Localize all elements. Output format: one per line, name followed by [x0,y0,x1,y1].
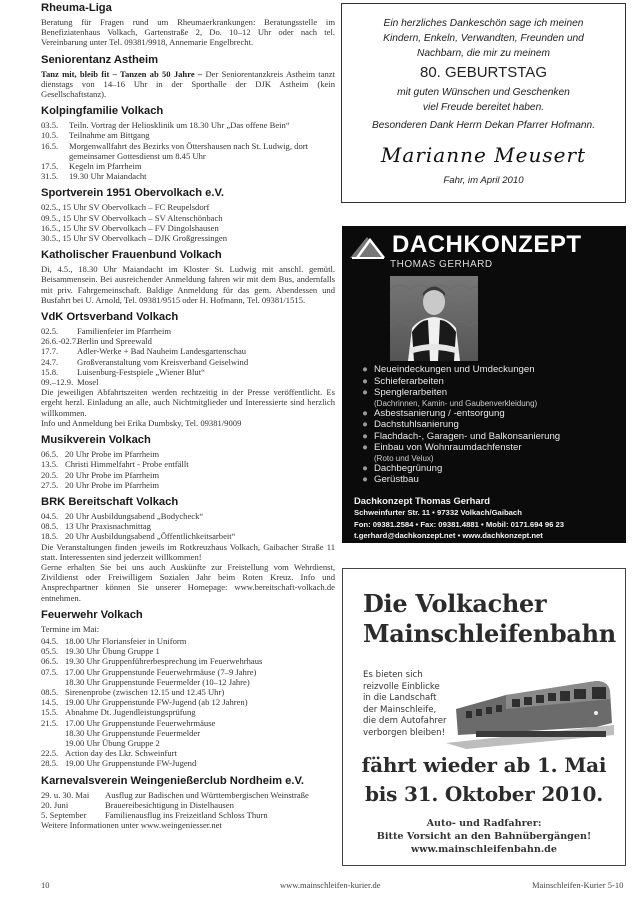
service-item [356,431,626,443]
item-text: 18.30 Uhr Gruppenstunde Feuermelder (10–12 Jahre) [65,676,250,687]
list-item [41,531,335,541]
list-item [41,120,335,130]
section-text [41,69,335,100]
ad-text: viel Freude bereitet haben. [422,102,545,113]
birthday-thanks-ad [341,3,626,203]
blurb-line: der Mainschleife, [363,704,437,715]
item-text: Familienausflug ins Freizeitland Schloss Thurn [105,809,268,820]
list-item [41,377,335,387]
season-start: fährt wieder ab 1. Mai [361,753,607,777]
item-date: 17.7. [41,346,59,357]
item-text: Christi Himmelfahrt - Probe entfällt [65,459,189,470]
item-date: 07.5. [41,666,59,677]
list-item [41,130,335,140]
section-sportverein [41,187,335,243]
list-item: 02.5., 15 Uhr SV Obervolkach – FC Reupelsdorf [41,202,210,213]
blurb-line: Es bieten sich [363,670,423,680]
service-item [356,408,626,420]
section-info: Info und Anmeldung bei Erika Dumbsky, Tel. 09381/9009 [41,417,242,428]
item-text: Berlin und Spreewald [77,336,152,347]
item-text: Familienfeier im Pfarrheim [77,326,172,337]
list-item [41,480,335,490]
mainschleifenbahn-ad [342,568,626,866]
section-karneval [41,775,335,831]
list-item: 30.5., 15 Uhr SV Obervolkach – DJK Großgressingen [41,233,228,244]
services-list [356,364,626,486]
section-lead: Tanz mit, bleib fit – Tanzen ab 50 Jahre – [41,68,203,79]
item-text: 20 Uhr Ausbildungsabend „Öffentlichkeitsarbeit“ [65,531,236,542]
left-column [41,2,335,834]
bullet-icon: ● [362,364,368,375]
service-text [374,431,560,443]
section-text: Weitere Informationen unter www.weingeniesser.net [41,820,222,831]
website-link[interactable]: www.mainschleifenbahn.de [411,844,557,855]
service-text [374,442,522,463]
section-brk [41,496,335,603]
item-date [41,677,65,687]
item-text: 17.00 Uhr Gruppenstunde Feuerwehrmäuse [65,717,216,728]
bullet-icon: ● [362,462,368,474]
service-label: Gerüstbau [374,474,419,485]
item-date: 21.5. [41,717,59,728]
item-text: Sirenenprobe (zwischen 12.15 und 12.45 Uhr) [65,686,225,697]
ad-text: Kindern, Enkeln, Verwandten, Freunden und [383,33,584,44]
service-text [374,419,459,431]
list-item [41,161,335,171]
list-item [41,697,335,707]
company-phones: Fon: 09381.2584 • Fax: 09381.4881 • Mobil: 0171.694 96 23 [354,519,565,529]
issue-label: Mainschleifen-Kurier 5-10 [532,880,624,890]
item-date [41,728,65,738]
service-text [374,387,537,408]
item-date: 26.6.-02.7. [41,336,79,347]
service-label: Spenglerarbeiten [374,387,448,398]
ad-text: Besonderen Dank Herrn Dekan Pfarrer Hofmann. [371,120,596,131]
company-web: t.gerhard@dachkonzept.net • www.dachkonzept.net [354,531,543,540]
list-item [41,667,335,677]
service-text [374,408,505,420]
season-end: bis 31. Oktober 2010. [364,782,604,806]
section-title: VdK Ortsverband Volkach [41,311,179,324]
warning-block [343,817,625,856]
bullet-icon: ● [362,419,368,430]
ad-text: mit guten Wünschen und Geschenken [397,87,570,98]
item-date: 08.5. [41,521,59,532]
section-intro: Termine im Mai: [41,623,100,634]
railcar-image [446,665,614,749]
item-date: 16.5. [41,140,59,151]
service-label: Einbau von Wohnraumdachfenster [374,442,522,453]
service-text [374,364,535,376]
section-seniorentanz [41,54,335,100]
item-text: Action day des Lkr. Schweinfurt [65,748,177,759]
service-label: Neueindeckungen und Umdeckungen [374,364,535,375]
section-text: Die Veranstaltungen finden jeweils im Rotkreuzhaus Volkach, Gaibacher Straße 11 statt. Interessenten sind jederzeit willkommen! [41,541,335,562]
section-feuerwehr [41,609,335,769]
footer-url[interactable]: www.mainschleifen-kurier.de [280,880,381,890]
list-item [41,810,335,820]
item-date: 09.–12.9. [41,377,74,388]
owner-name: THOMAS GERHARD [390,259,493,270]
list-item [41,656,335,666]
section-kolping [41,105,335,181]
title-line: Mainschleifenbahn [363,619,616,648]
list-item [41,326,335,336]
bullet-icon: ● [362,442,368,453]
signature: Marianne Meusert [380,143,587,167]
bullet-icon: ● [362,407,368,419]
section-title: Sportverein 1951 Obervolkach e.V. [41,187,225,200]
item-date: 20.5. [41,469,59,480]
blurb-line: verborgen bleiben! [363,727,446,738]
item-date: 13.5. [41,459,59,470]
service-sublabel: (Dachrinnen, Kamin- und Gaubenverkleidung) [374,398,538,408]
item-text: 19.00 Uhr Gruppenstunde FW-Jugend [65,758,197,769]
item-text: 20 Uhr Probe im Pfarrheim [65,449,160,460]
item-date: 15.8. [41,366,59,377]
item-text: Kegeln im Pfarrheim [69,161,142,172]
item-text: 19.00 Uhr Gruppenstunde FW-Jugend (ab 12 Jahren) [65,697,248,708]
list-item: 09.5., 15 Uhr SV Obervolkach – SV Altenschönbach [41,212,223,223]
item-text: Adler-Werke + Bad Nauheim Landesgartenschau [77,346,247,357]
service-text [374,474,419,486]
item-date: 15.5. [41,707,59,718]
blurb-line: die dem Autofahrer [363,716,447,726]
warning-line: Bitte Vorsicht an den Bahnübergängen! [376,831,592,842]
item-text: 19.30 Uhr Maiandacht [69,171,147,182]
section-title: Kolpingfamilie Volkach [41,105,164,118]
item-date: 28.5. [41,758,59,769]
item-date: 10.5. [41,130,59,141]
ad-title [363,589,616,649]
dachkonzept-ad [342,226,626,543]
ad-headline: 80. GEBURTSTAG [420,64,547,81]
section-title: Katholischer Frauenbund Volkach [41,249,222,262]
list-item [41,357,335,367]
brand-name: DACHKONZEPT [392,231,582,258]
service-label: Schieferarbeiten [374,375,444,387]
roof-logo-icon [348,234,386,260]
item-text: Teiln. Vortrag der Heliosklinik um 18.30 Uhr „Das offene Bein“ [69,120,290,131]
section-title: Feuerwehr Volkach [41,608,143,621]
bullet-icon: ● [362,474,368,485]
section-title: Karnevalsverein Weingenießerclub Nordheim e.V. [41,774,305,787]
item-date: 08.5. [41,686,59,697]
item-date [41,738,65,748]
list-item [41,636,335,646]
item-text: Luisenburg-Festspiele „Wiener Blut“ [77,366,205,377]
item-text: Abnahme Dt. Jugendleistungsprüfung [65,707,196,718]
ad-text: Ein herzliches Dankeschön sage ich meinen [383,18,584,29]
company-address: Schweinfurter Str. 11 • 97332 Volkach/Gaibach [354,508,522,517]
section-title: BRK Bereitschaft Volkach [41,495,179,508]
item-text: Mosel [77,377,99,388]
section-title: Rheuma-Liga [41,2,112,14]
contact-block [354,494,564,542]
item-date: 5. September [41,809,87,820]
item-text: 19.00 Uhr Übung Gruppe 2 [65,737,160,748]
bullet-icon: ● [362,430,368,442]
bullet-icon: ● [362,387,368,398]
item-text: 18.30 Uhr Gruppenstunde Feuermelder [65,727,201,738]
list-item [41,141,335,161]
item-text: Großveranstaltung vom Kreisverband Geiselwind [77,356,249,367]
feuerwehr-list [41,636,335,769]
section-title: Seniorentanz Astheim [41,53,159,66]
section-text: Die jeweiligen Abfahrtszeiten werden rechtzeitig in der Presse veröffentlicht. Es ergeht herzl. Einladung an alle, auch Nichtmitglieder und Interessierte sind herzlich willkommen. [41,387,335,418]
list-item [41,738,335,748]
item-date: 06.5. [41,449,59,460]
item-date: 14.5. [41,697,59,708]
item-date: 18.5. [41,531,59,542]
section-rheuma-liga [41,2,335,48]
service-label: Dachbegrünung [374,462,443,474]
item-date: 04.5. [41,635,59,646]
item-date: 05.5. [41,646,59,657]
item-date: 20. Juni [41,799,69,810]
list-item [41,171,335,181]
blurb-line: in die Landschaft [363,693,437,703]
item-text: 17.00 Uhr Gruppenstunde Feuerwehrmäuse (7–9 Jahre) [65,666,257,677]
section-body: Der Seniorentanzkreis Astheim tanzt dienstags von 14–16 Uhr in der Sporthalle der DJK Astheim (kein Gesellschaftstanz). [41,68,336,100]
item-date: 24.7. [41,356,59,367]
item-text: 20 Uhr Probe im Pfarrheim [65,469,160,480]
service-item [356,376,626,388]
place-date: Fahr, im April 2010 [443,175,524,186]
ad-blurb [363,670,447,739]
title-line: Die Volkacher [363,589,547,618]
item-text: Ausflug zur Badischen und Württembergischen Weinstraße [105,789,309,800]
item-text: 20 Uhr Ausbildungsabend „Bodycheck“ [65,510,204,521]
list-item [41,687,335,697]
item-text: Morgenwallfahrt des Bezirks von Öttershausen nach St. Ludwig, dort gemeinsamer Gottesdienst um 8.45 Uhr [69,140,308,161]
list-item [41,728,335,738]
item-text: Teilnahme am Bittgang [69,130,150,141]
service-item [356,463,626,475]
item-text: 19.30 Uhr Gruppenführerbesprechung im Feuerwehrhaus [65,656,263,667]
ad-text: Nachbarn, die mir zu meinem [416,48,551,59]
service-item [356,387,626,408]
section-musikverein [41,434,335,490]
item-text: 20 Uhr Probe im Pfarrheim [65,479,160,490]
section-title: Musikverein Volkach [41,434,151,447]
page-number: 10 [41,880,50,890]
item-date: 27.5. [41,479,59,490]
list-item: 16.5., 15 Uhr SV Obervolkach – FV Dingolshausen [41,222,219,233]
list-item [41,449,335,459]
item-date: 04.5. [41,510,59,521]
service-text [374,376,444,388]
section-frauenbund [41,249,335,305]
list-item [41,646,335,656]
service-label: Flachdach-, Garagen- und Balkonsanierung [374,430,561,442]
company-name: Dachkonzept Thomas Gerhard [354,495,490,506]
list-item [41,470,335,480]
service-label: Asbestsanierung / -entsorgung [374,407,505,419]
item-text: 19.30 Uhr Übung Gruppe 1 [65,646,160,657]
list-item [41,758,335,768]
item-text: 18.00 Uhr Floriansfeier in Uniform [65,635,187,646]
list-item [41,790,335,800]
section-text: Di, 4.5., 18.30 Uhr Maiandacht im Kloster St. Ludwig mit anschl. gemütl. Beisammensein. Bei ausreichender Anmeldung fahren wir mit dem Bus, andernfalls mit priv. Fahrgemeinschaft. Baldige Anmeldung für das gem. Abendessen und Busfahrt bei U. Arnold, Tel. 09381/9515 oder H. Hofmann, Tel. 09381/1515. [41,264,335,305]
item-date: 31.5. [41,171,59,182]
service-sublabel: (Roto und Velux) [374,453,434,463]
item-text: Brauereibesichtigung in Distelhausen [105,799,234,810]
service-item [356,442,626,463]
service-item [356,474,626,486]
section-text: Gerne erhalten Sie bei uns auch Auskünfte zur Freistellung vom Wehrdienst, Zivildienst oder Freiwilligem Sozialen Jahr beim Roten Kreuz. Info und Ansprechpartner können Sie unserer Homepage: www.bereitschaft-volkach.de entnehmen. [41,561,335,603]
list-item [41,336,335,346]
list-item [41,718,335,728]
warning-line: Auto- und Radfahrer: [426,818,542,829]
list-item [41,511,335,521]
list-item [41,521,335,531]
list-item [41,800,335,810]
list-item [41,346,335,356]
item-date: 03.5. [41,120,59,131]
section-vdk [41,311,335,428]
section-text: Beratung für Fragen rund um Rheumaerkrankungen: Beratungsstelle im Benefiziatenhaus Volkach, Gartenstraße 2, Do. 10–12 Uhr oder nach tel. Vereinbarung unter Tel. 09381/9918, Annemarie Engelbrecht. [41,17,335,48]
item-date: 17.5. [41,161,59,172]
item-date: 02.5. [41,326,59,337]
item-date: 06.5. [41,656,59,667]
service-label: Dachstuhlsanierung [374,419,459,430]
list-item [41,707,335,717]
service-text [374,463,442,475]
list-item [41,748,335,758]
owner-photo [390,276,478,361]
service-item [356,364,626,376]
bullet-icon: ● [362,375,368,387]
service-item [356,419,626,431]
list-item [41,459,335,469]
list-item [41,367,335,377]
item-date: 22.5. [41,748,59,759]
blurb-line: reizvolle Einblicke [363,681,440,692]
item-text: 13 Uhr Praxisnachmittag [65,521,151,532]
item-date: 29. u. 30. Mai [41,789,90,800]
list-item [41,677,335,687]
